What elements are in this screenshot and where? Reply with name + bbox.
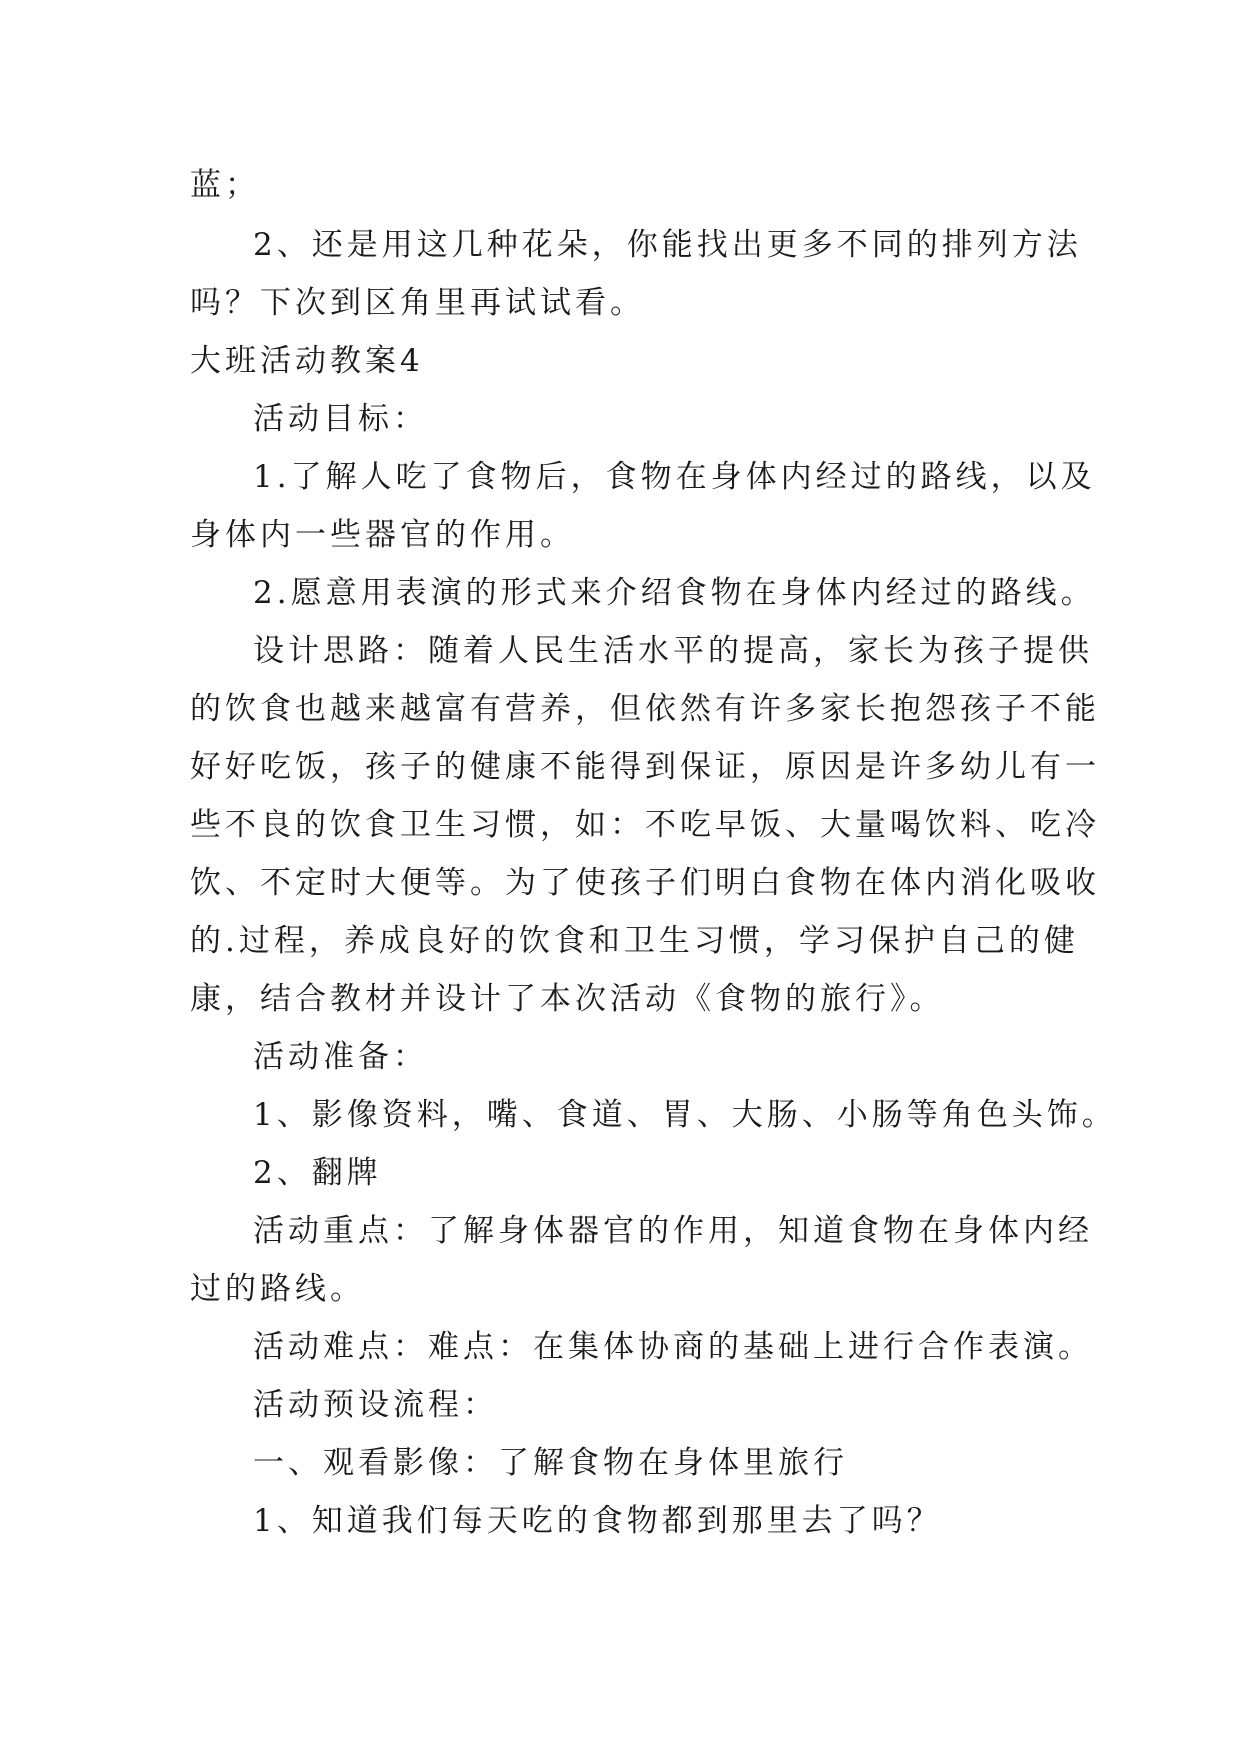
text-line: 2.愿意用表演的形式来介绍食物在身体内经过的路线。 (253, 575, 1096, 611)
text-line: 活动难点：难点：在集体协商的基础上进行合作表演。 (253, 1329, 1093, 1365)
text-line: 1.了解人吃了食物后，食物在身体内经过的路线，以及 (253, 459, 1096, 495)
text-line: 1、知道我们每天吃的食物都到那里去了吗？ (253, 1503, 942, 1539)
text-line: 一、观看影像：了解食物在身体里旅行 (253, 1445, 848, 1481)
text-line: 2、还是用这几种花朵，你能找出更多不同的排列方法 (253, 227, 1082, 263)
text-line: 吗？下次到区角里再试试看。 (190, 285, 645, 321)
text-line: 活动重点：了解身体器官的作用，知道食物在身体内经 (253, 1213, 1093, 1249)
text-line: 活动目标： (253, 401, 428, 437)
text-line: 活动准备： (253, 1039, 428, 1075)
text-line: 康，结合教材并设计了本次活动《食物的旅行》。 (190, 981, 945, 1017)
text-line: 蓝； (190, 167, 260, 203)
text-line: 身体内一些器官的作用。 (190, 517, 575, 553)
text-line: 的.过程，养成良好的饮食和卫生习惯，学习保护自己的健 (190, 923, 1079, 959)
text-line: 1、影像资料，嘴、食道、胃、大肠、小肠等角色头饰。 (253, 1097, 1117, 1133)
text-line: 设计思路：随着人民生活水平的提高，家长为孩子提供 (253, 633, 1093, 669)
text-line: 过的路线。 (190, 1271, 365, 1307)
text-line: 2、翻牌 (253, 1155, 382, 1191)
text-line: 饮、不定时大便等。为了使孩子们明白食物在体内消化吸收 (190, 865, 1100, 901)
section-heading: 大班活动教案4 (190, 343, 424, 379)
text-line: 好好吃饭，孩子的健康不能得到保证，原因是许多幼儿有一 (190, 749, 1100, 785)
text-line: 活动预设流程： (253, 1387, 498, 1423)
text-line: 的饮食也越来越富有营养，但依然有许多家长抱怨孩子不能 (190, 691, 1100, 727)
text-line: 些不良的饮食卫生习惯，如：不吃早饭、大量喝饮料、吃冷 (190, 807, 1100, 843)
